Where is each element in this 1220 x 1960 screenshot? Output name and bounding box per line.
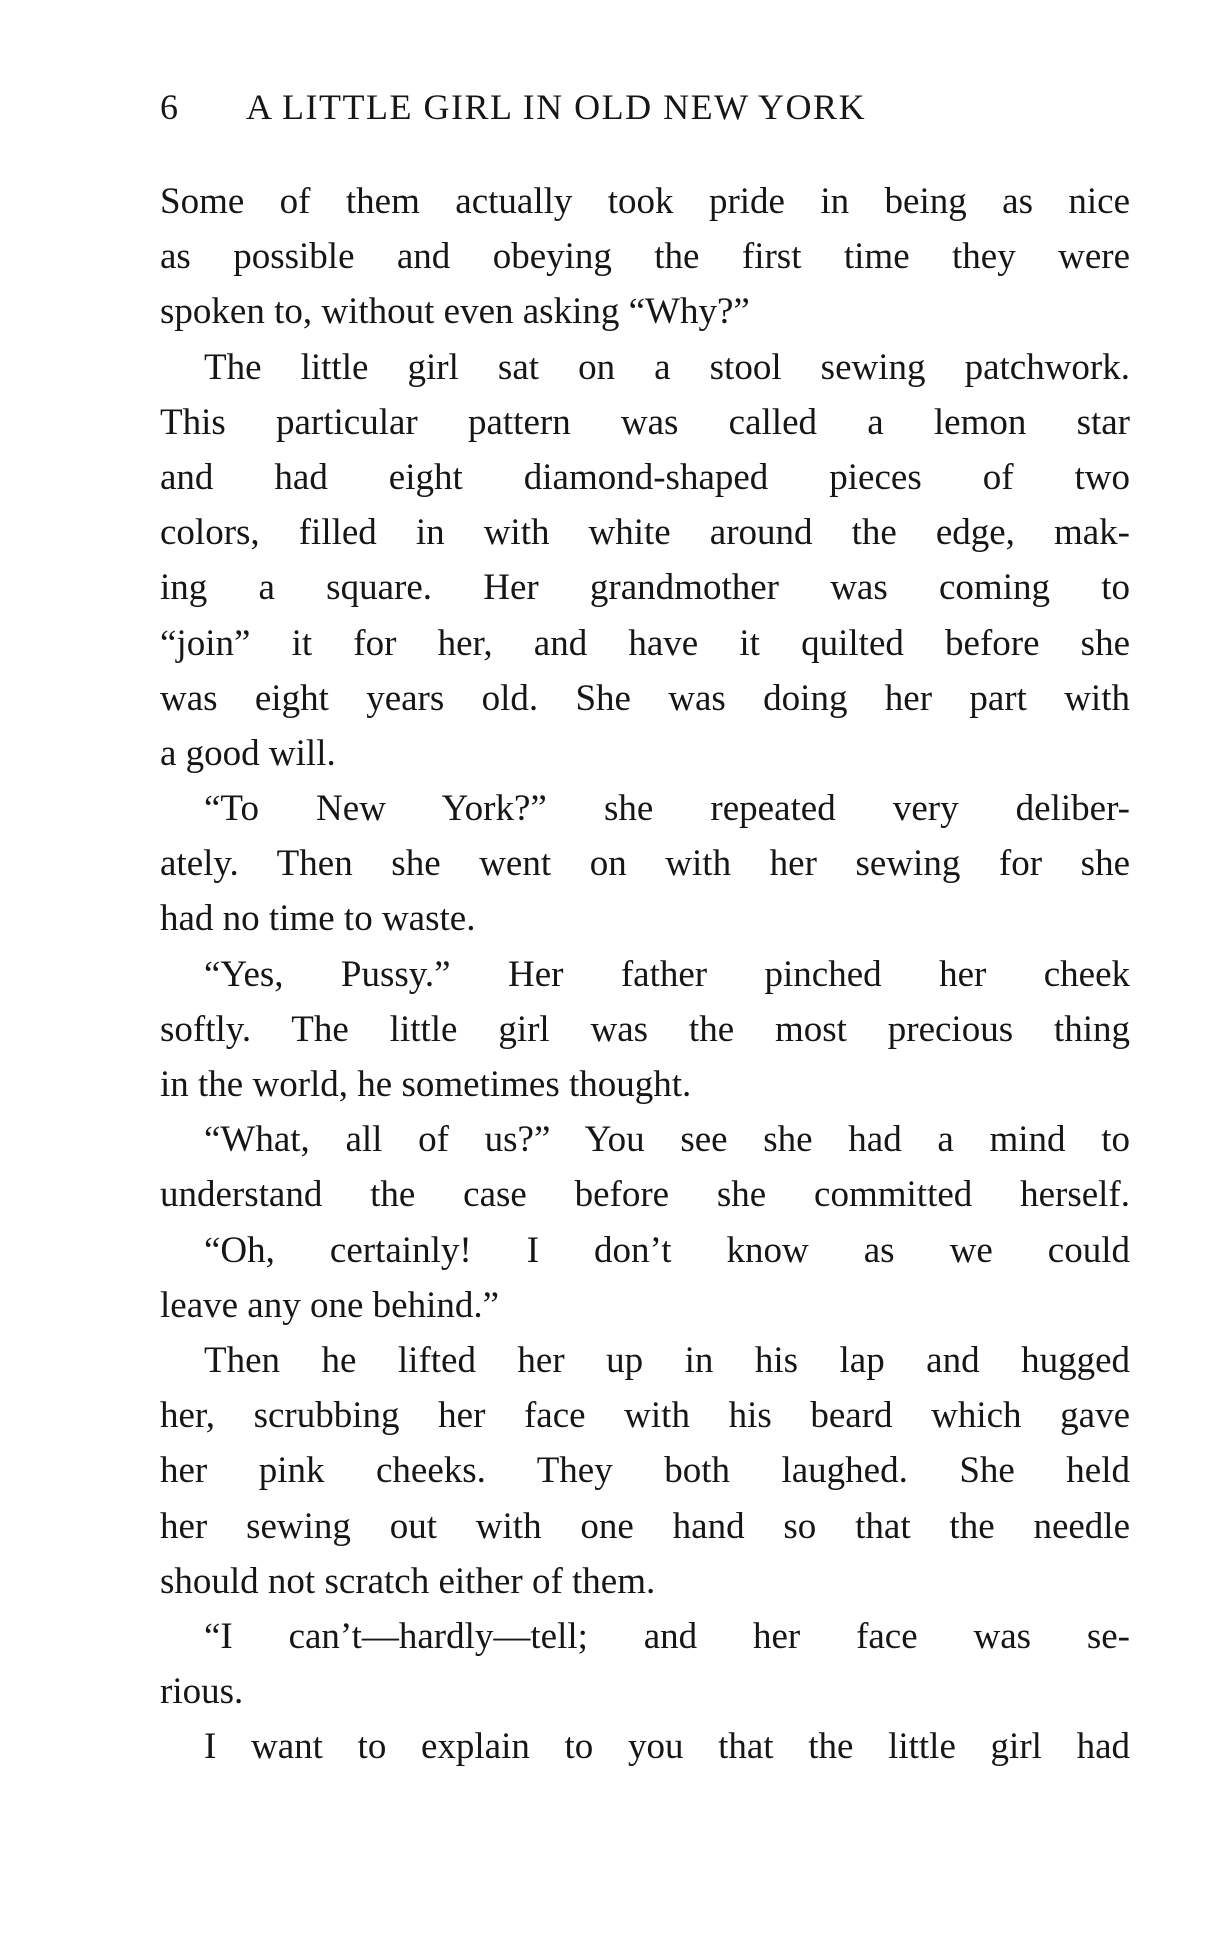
text-line: The little girl sat on a stool sewing patchwork. <box>204 346 1130 388</box>
text-line: rious. <box>160 1671 244 1713</box>
text-line: This particular pattern was called a lemon star <box>160 401 1130 443</box>
text-line: colors, filled in with white around the edge, mak- <box>160 512 1130 554</box>
running-head <box>160 82 1040 132</box>
text-line: “I can’t—hardly—tell; and her face was se- <box>204 1615 1130 1657</box>
text-line: understand the case before she committed herself. <box>160 1174 1130 1216</box>
text-line: ately. Then she went on with her sewing for she <box>160 843 1130 885</box>
text-line: should not scratch either of them. <box>160 1560 656 1602</box>
page-number: 6 <box>160 87 180 127</box>
text-line: Some of them actually took pride in being as nice <box>160 181 1130 222</box>
text-line: had no time to waste. <box>160 898 476 940</box>
text-line: and had eight diamond-shaped pieces of two <box>160 456 1130 498</box>
text-line: her pink cheeks. They both laughed. She held <box>160 1450 1130 1492</box>
text-line: “Oh, certainly! I don’t know as we could <box>204 1229 1130 1271</box>
text-line: spoken to, without even asking “Why?” <box>160 291 750 333</box>
text-line: “Yes, Pussy.” Her father pinched her cheek <box>204 953 1130 995</box>
text-line: a good will. <box>160 732 336 774</box>
book-title: A LITTLE GIRL IN OLD NEW YORK <box>246 87 867 127</box>
text-line: I want to explain to you that the little girl had <box>204 1726 1130 1768</box>
text-line: leave any one behind.” <box>160 1284 500 1326</box>
body-text <box>160 174 1130 1774</box>
text-line: Then he lifted her up in his lap and hugged <box>204 1339 1130 1381</box>
text-line: “To New York?” she repeated very deliber- <box>204 788 1130 830</box>
text-line: “What, all of us?” You see she had a mind to <box>204 1119 1130 1161</box>
text-line: in the world, he sometimes thought. <box>160 1064 692 1105</box>
text-line: ing a square. Her grandmother was coming to <box>160 567 1130 609</box>
text-line: “join” it for her, and have it quilted before she <box>160 622 1130 664</box>
text-line: was eight years old. She was doing her part with <box>160 677 1130 719</box>
text-line: her, scrubbing her face with his beard which gave <box>160 1395 1130 1437</box>
text-line: as possible and obeying the first time they were <box>160 236 1130 278</box>
text-line: softly. The little girl was the most precious thing <box>160 1008 1130 1050</box>
text-line: her sewing out with one hand so that the needle <box>160 1505 1130 1547</box>
